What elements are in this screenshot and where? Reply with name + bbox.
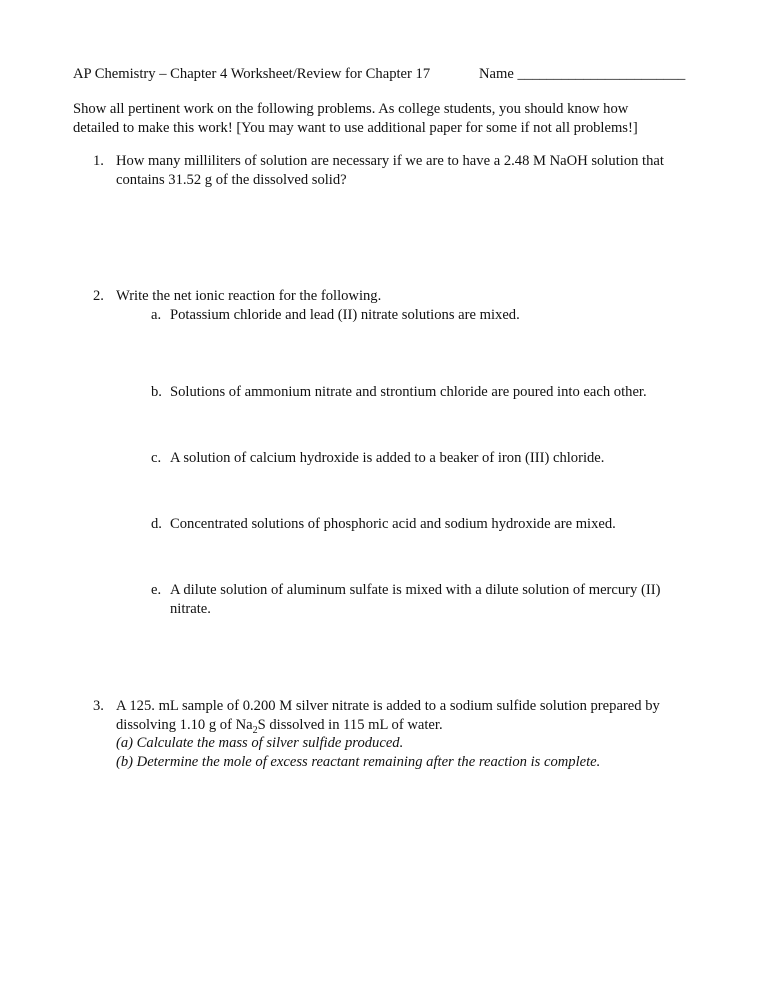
question-part-b: (b) Determine the mole of excess reactant remaining after the reaction is complete. (116, 753, 601, 770)
part-text: A solution of calcium hydroxide is added to a beaker of iron (III) chloride. (170, 450, 605, 466)
part-letter: d. (151, 516, 162, 532)
part-text: Solutions of ammonium nitrate and strontium chloride are poured into each other. (170, 384, 647, 400)
instructions-line-1: Show all pertinent work on the following problems. As college students, you should know how (73, 101, 629, 117)
worksheet-title: AP Chemistry – Chapter 4 Worksheet/Review for Chapter 17 (73, 66, 431, 82)
part-text: Potassium chloride and lead (II) nitrate solutions are mixed. (170, 307, 520, 323)
question-text (116, 152, 706, 189)
question-number: 3. (93, 698, 104, 714)
part-line: A dilute solution of aluminum sulfate is mixed with a dilute solution of mercury (II) (170, 582, 661, 598)
question-line-part: S dissolved in 115 mL of water. (257, 716, 443, 733)
subscript: 2 (252, 724, 258, 736)
part-letter: c. (151, 450, 162, 466)
question-line: contains 31.52 g of the dissolved solid? (116, 171, 347, 188)
question-line: How many milliliters of solution are necessary if we are to have a 2.48 M NaOH solution that (116, 153, 664, 169)
part-line: nitrate. (170, 600, 211, 617)
question-part-a: (a) Calculate the mass of silver sulfide produced. (116, 735, 404, 751)
part-text (170, 581, 698, 618)
part-letter: e. (151, 582, 162, 598)
question-number: 2. (93, 288, 104, 304)
question-line-part: dissolving 1.10 g of Na (116, 716, 253, 733)
name-field: Name _______________________ (479, 66, 686, 82)
instructions-line-2: detailed to make this work! [You may want to use additional paper for some if not all problems!] (73, 119, 638, 136)
question-number: 1. (93, 153, 104, 169)
part-letter: b. (151, 384, 162, 400)
question-line: A 125. mL sample of 0.200 M silver nitrate is added to a sodium sulfide solution prepared by (116, 698, 660, 714)
instructions (73, 100, 713, 137)
part-letter: a. (151, 307, 162, 323)
question-text: Write the net ionic reaction for the following. (116, 288, 382, 304)
question-line (116, 716, 706, 735)
question-text (116, 697, 706, 771)
part-text: Concentrated solutions of phosphoric acid and sodium hydroxide are mixed. (170, 516, 616, 532)
